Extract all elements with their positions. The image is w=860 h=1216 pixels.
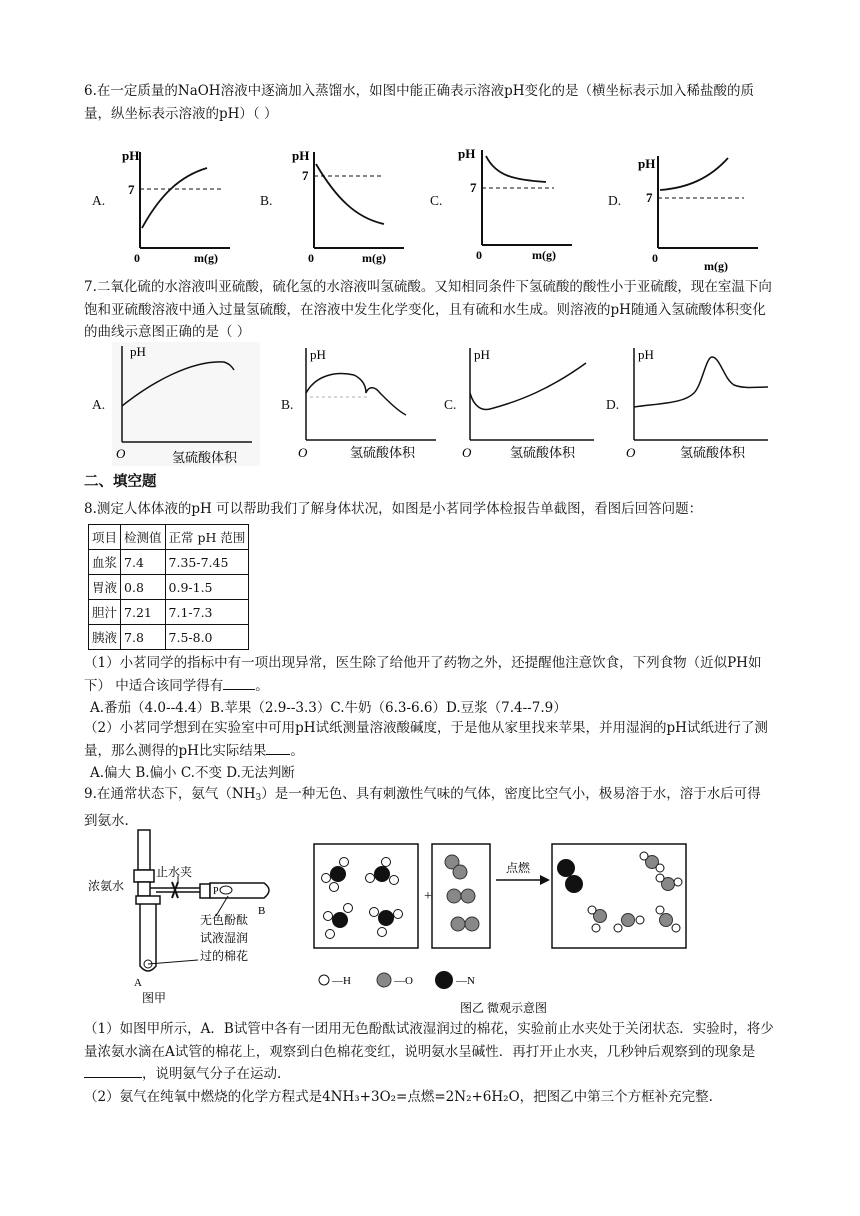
q6-a-origin: 0 [134, 251, 140, 265]
answer-blank[interactable] [223, 689, 255, 690]
label-cotton-2: 试液湿润 [200, 931, 249, 945]
q8-part1-text: （1）小茗同学的指标中有一项出现异常，医生除了给他开了药物之外，还提醒他注意饮食，下列食物（近似PH如下） 中适合该同学得有 [84, 655, 762, 694]
q6-c-ref: 7 [470, 180, 477, 195]
q6-stem: 6.在一定质量的NaOH溶液中逐滴加入蒸馏水，如图中能正确表示溶液pH变化的是（横坐标表示加入稀盐酸的质量，纵坐标表示溶液的pH）（ ） [84, 83, 754, 122]
table-cell: 7.5-8.0 [165, 625, 249, 650]
q8-stem: 8.测定人体体液的pH 可以帮助我们了解身体状况，如图是小茗同学体检报告单截图，看图后回答问题： [84, 501, 703, 517]
q6-graph-b [286, 140, 416, 265]
label-cotton-1: 无色酚酞 [200, 913, 249, 927]
q6-b-xlabel: m(g) [362, 251, 386, 265]
oxygen-legend-icon [377, 973, 391, 987]
q6-c-ylabel: pH [458, 146, 476, 161]
q7-d-origin: O [626, 445, 636, 460]
apparatus-figure [86, 826, 286, 1016]
q7-stem: 7.二氧化硫的水溶液叫亚硫酸，硫化氢的水溶液叫氢硫酸。又知相同条件下氢硫酸的酸性小于亚硫酸，现在室温下向饱和亚硫酸溶液中通入过量氢硫酸，在溶液中发生化学变化，且有硫和水生成。则溶液的pH随通入氢硫酸体积变化的曲线示意图正确的是（ ） [84, 279, 772, 340]
q6-d-ref: 7 [646, 190, 653, 205]
table-header-cell: 检测值 [121, 525, 166, 550]
q6-a-ref: 7 [128, 182, 135, 197]
q7-c-xlabel: 氢硫酸体积 [510, 445, 576, 460]
figure-caption-yi: 图乙 微观示意图 [460, 1001, 548, 1015]
table-row [89, 600, 249, 625]
q9-stem-a: 9.在通常状态下，氨气（NH [84, 786, 256, 802]
q7-d-xlabel: 氢硫酸体积 [680, 445, 746, 460]
q6-option-b-label: B. [260, 193, 273, 208]
q7-b-xlabel: 氢硫酸体积 [350, 445, 416, 460]
table-header-row [89, 525, 249, 550]
legend-h: —H [332, 975, 351, 987]
q6-c-origin: 0 [476, 248, 482, 262]
ph-table [88, 524, 249, 650]
q7-c-ylabel: pH [474, 347, 490, 362]
table-cell: 血浆 [89, 550, 121, 575]
table-header-cell: 正常 pH 范围 [165, 525, 249, 550]
arrow-label: 点燃 [506, 861, 531, 875]
q9-stem-b: ）是一种无色、具有刺激性气味的气体，密度比空气小，极易溶于水，溶于水后可得到氨水. [84, 786, 761, 829]
hydrogen-legend-icon [319, 975, 329, 985]
q7-a-ylabel: pH [130, 344, 146, 359]
q8-part2-text: （2）小茗同学想到在实验室中可用pH试纸测量溶液酸碱度，于是他从家里找来苹果，并用湿润的pH试纸进行了测量，那么测得的pH比实际结果 [84, 720, 768, 759]
nitrogen-legend-icon [435, 971, 453, 989]
answer-blank[interactable] [266, 754, 290, 755]
table-cell: 胆汁 [89, 600, 121, 625]
legend-o: —O [394, 975, 413, 987]
table-cell: 7.1-7.3 [165, 600, 249, 625]
table-cell: 7.21 [121, 600, 166, 625]
q7-option-b-label: B. [281, 397, 294, 412]
q8-part1 [84, 652, 774, 697]
q6-b-ylabel: pH [292, 148, 310, 163]
table-row [89, 550, 249, 575]
q6-option-c-label: C. [430, 193, 443, 208]
table-cell: 7.4 [121, 550, 166, 575]
q9-part1-text: （1）如图甲所示，A．B试管中各有一团用无色酚酞试液湿润过的棉花，实验前止水夹处于关闭状态．实验时，将少量浓氨水滴在A试管的棉花上，观察到白色棉花变红，说明氨水呈碱性．再打开止水夹，几秒钟后观察到的现象是 [84, 1021, 774, 1060]
q7-graph-a [112, 342, 260, 466]
micro-diagram [310, 840, 690, 1018]
label-cotton-3: 过的棉花 [200, 949, 249, 963]
label-b: B [258, 905, 266, 917]
table-cell: 0.8 [121, 575, 166, 600]
q7-c-origin: O [462, 445, 472, 460]
legend-n: —N [456, 975, 475, 987]
table-row [89, 625, 249, 650]
q7-graph-d [624, 345, 774, 465]
q6-c-xlabel: m(g) [532, 248, 556, 262]
table-cell: 7.8 [121, 625, 166, 650]
q6-b-ref: 7 [302, 168, 309, 183]
q9-part1-end: ，说明氨气分子在运动. [142, 1066, 282, 1082]
q7-graph-c [460, 345, 602, 465]
section-heading: 二、填空题 [84, 474, 157, 490]
q8-part1-options: A.番茄（4.0--4.4）B.苹果（2.9--3.3）C.牛奶（6.3-6.6）D.豆浆（7.4--7.9） [90, 700, 567, 716]
q6-b-origin: 0 [308, 251, 314, 265]
q7-b-ylabel: pH [310, 347, 326, 362]
q7-option-d-label: D. [606, 397, 620, 412]
figure-caption-jia: 图甲 [142, 991, 167, 1005]
q9-part2: （2）氨气在纯氧中燃烧的化学方程式是4NH₃+3O₂=点燃=2N₂+6H₂O，把图乙中第三个方框补充完整. [84, 1089, 713, 1105]
q7-d-ylabel: pH [638, 347, 654, 362]
q6-option-a-label: A. [92, 193, 106, 208]
label-p: P [213, 886, 219, 897]
q9-stem [84, 783, 774, 832]
q7-graph-b [296, 345, 446, 465]
label-ammonia: 浓氨水 [88, 879, 125, 893]
table-header-cell: 项目 [89, 525, 121, 550]
q6-d-xlabel: m(g) [704, 259, 728, 273]
q7-option-a-label: A. [92, 397, 106, 412]
table-cell: 0.9-1.5 [165, 575, 249, 600]
q9-part1 [84, 1018, 774, 1086]
q6-graph-c [454, 140, 584, 265]
answer-blank[interactable] [84, 1077, 142, 1078]
q9-stem-sub: 3 [255, 793, 262, 803]
q6-graph-d [630, 148, 770, 273]
q7-a-xlabel: 氢硫酸体积 [172, 450, 238, 465]
q7-option-c-label: C. [444, 397, 457, 412]
label-a: A [134, 977, 142, 989]
q7-a-origin: O [116, 446, 126, 461]
q6-a-xlabel: m(g) [194, 251, 218, 265]
q8-part2-options: A.偏大 B.偏小 C.不变 D.无法判断 [90, 765, 295, 781]
q8-part2 [84, 717, 774, 762]
q7-b-origin: O [298, 445, 308, 460]
q8-part1-end: 。 [255, 677, 269, 694]
q6-d-origin: 0 [652, 251, 658, 265]
table-row [89, 575, 249, 600]
q6-d-ylabel: pH [638, 156, 656, 171]
table-cell: 胰液 [89, 625, 121, 650]
q6-option-d-label: D. [608, 193, 622, 208]
q6-graph-a [112, 140, 242, 265]
q8-part2-end: 。 [290, 742, 304, 759]
q6-a-ylabel: pH [122, 148, 140, 163]
table-cell: 7.35-7.45 [165, 550, 249, 575]
plus-sign: + [424, 889, 432, 904]
label-clamp: 止水夹 [156, 865, 193, 879]
table-cell: 胃液 [89, 575, 121, 600]
